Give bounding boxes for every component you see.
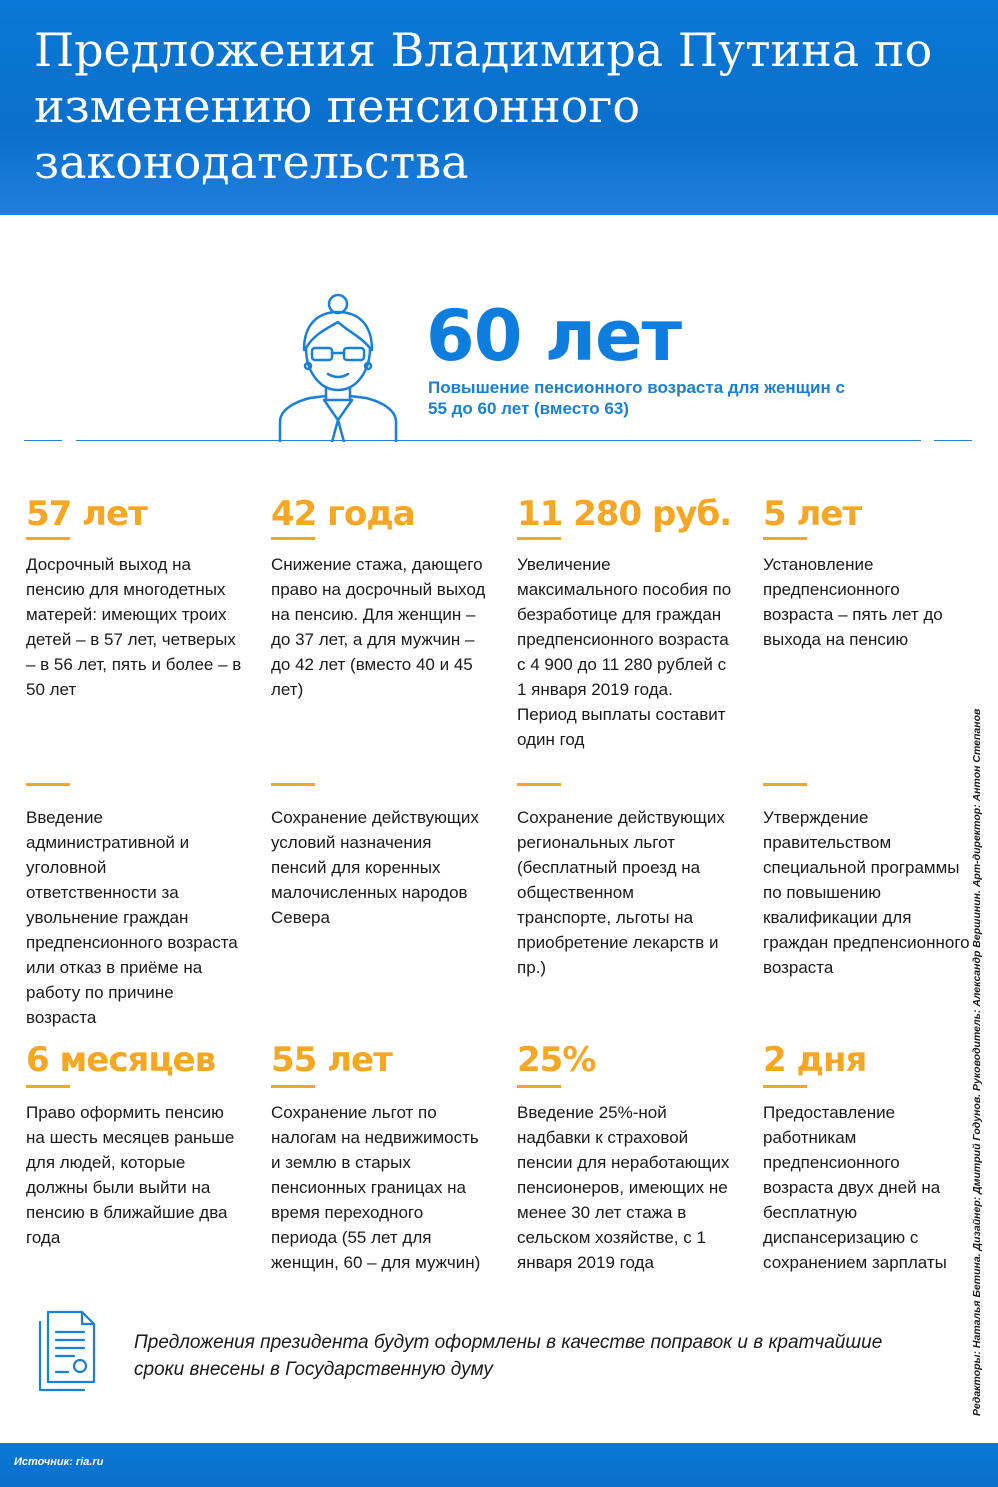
source-label: Источник: ria.ru <box>14 1456 104 1468</box>
stat-underline <box>763 537 807 540</box>
stat-value: 11 280 руб. <box>517 494 732 534</box>
header-banner <box>0 0 998 215</box>
woman-with-glasses-icon <box>276 292 400 442</box>
stat-description: Снижение стажа, дающего право на досрочный выход на пенсию. Для женщин – до 37 лет, а для мужчин – до 42 лет (вместо 40 и 45 лет) <box>271 555 486 699</box>
item-description: Введение административной и уголовной ответственности за увольнение граждан предпенсионного возраста или отказ в приёме на работу по причине возраста <box>26 808 238 1027</box>
item-underline <box>26 783 70 786</box>
stat-description: Установление предпенсионного возраста – пять лет до выхода на пенсию <box>763 555 943 649</box>
divider-line-left <box>24 440 62 441</box>
item-underline <box>517 783 561 786</box>
stat-underline <box>517 1085 561 1088</box>
item-underline <box>271 783 315 786</box>
hero-description: Повышение пенсионного возраста для женщин с 55 до 60 лет (вместо 63) <box>428 378 845 418</box>
stat-underline <box>271 537 315 540</box>
stat-value: 5 лет <box>763 494 862 534</box>
divider-line-center <box>76 440 921 441</box>
stat-value: 42 года <box>271 494 415 534</box>
credits: Редакторы: Наталья Бетина. Дизайнер: Дмитрий Годунов. Руководитель: Александр Вершинин. Арт-директор: Антон Степанов <box>971 708 983 1416</box>
item-description: Сохранение действующих условий назначения пенсий для коренных малочисленных народов Севера <box>271 808 479 927</box>
item-description: Сохранение действующих региональных льгот (бесплатный проезд на общественном транспорте, льготы на приобретение лекарств и пр.) <box>517 808 725 977</box>
item-description: Утверждение правительством специальной программы по повышению квалификации для граждан предпенсионного возраста <box>763 808 970 977</box>
stat-value: 6 месяцев <box>26 1040 216 1080</box>
stat-underline <box>26 537 70 540</box>
item-underline <box>763 783 807 786</box>
stat-description: Предоставление работникам предпенсионного возраста двух дней на бесплатную диспансеризацию с сохранением зарплаты <box>763 1103 947 1272</box>
stat-underline <box>517 537 561 540</box>
stat-value: 2 дня <box>763 1040 867 1080</box>
closing-note: Предложения президента будут оформлены в качестве поправок и в кратчайшие сроки внесены в Государственную думу <box>134 1332 883 1380</box>
page-title: Предложения Владимира Путина по изменению пенсионного законодательства <box>34 23 933 189</box>
stat-value: 57 лет <box>26 494 147 534</box>
divider-line-right <box>934 440 972 441</box>
stat-underline <box>763 1085 807 1088</box>
stat-description: Увеличение максимального пособия по безработице для граждан предпенсионного возраста с 4 900 до 11 280 рублей с 1 января 2019 года. Период выплаты составит один год <box>517 555 732 749</box>
stat-description: Введение 25%-ной надбавки к страховой пенсии для неработающих пенсионеров, имеющих не менее 30 лет стажа в сельском хозяйстве, с 1 января 2019 года <box>517 1103 730 1272</box>
stat-underline <box>26 1085 70 1088</box>
stat-value: 25% <box>517 1040 596 1080</box>
stat-value: 55 лет <box>271 1040 392 1080</box>
stat-description: Право оформить пенсию на шесть месяцев раньше для людей, которые должны были выйти на пенсию в ближайшие два года <box>26 1103 235 1247</box>
hero-value: 60 лет <box>426 295 682 377</box>
stat-description: Сохранение льгот по налогам на недвижимость и землю в старых пенсионных границах на время переходного периода (55 лет для женщин, 60 – для мужчин) <box>271 1103 481 1272</box>
stat-description: Досрочный выход на пенсию для многодетных матерей: имеющих троих детей – в 57 лет, четверых – в 56 лет, пять и более – в 50 лет <box>26 555 242 699</box>
document-icon <box>38 1310 102 1392</box>
footer-bar <box>0 1443 998 1487</box>
stat-underline <box>271 1085 315 1088</box>
